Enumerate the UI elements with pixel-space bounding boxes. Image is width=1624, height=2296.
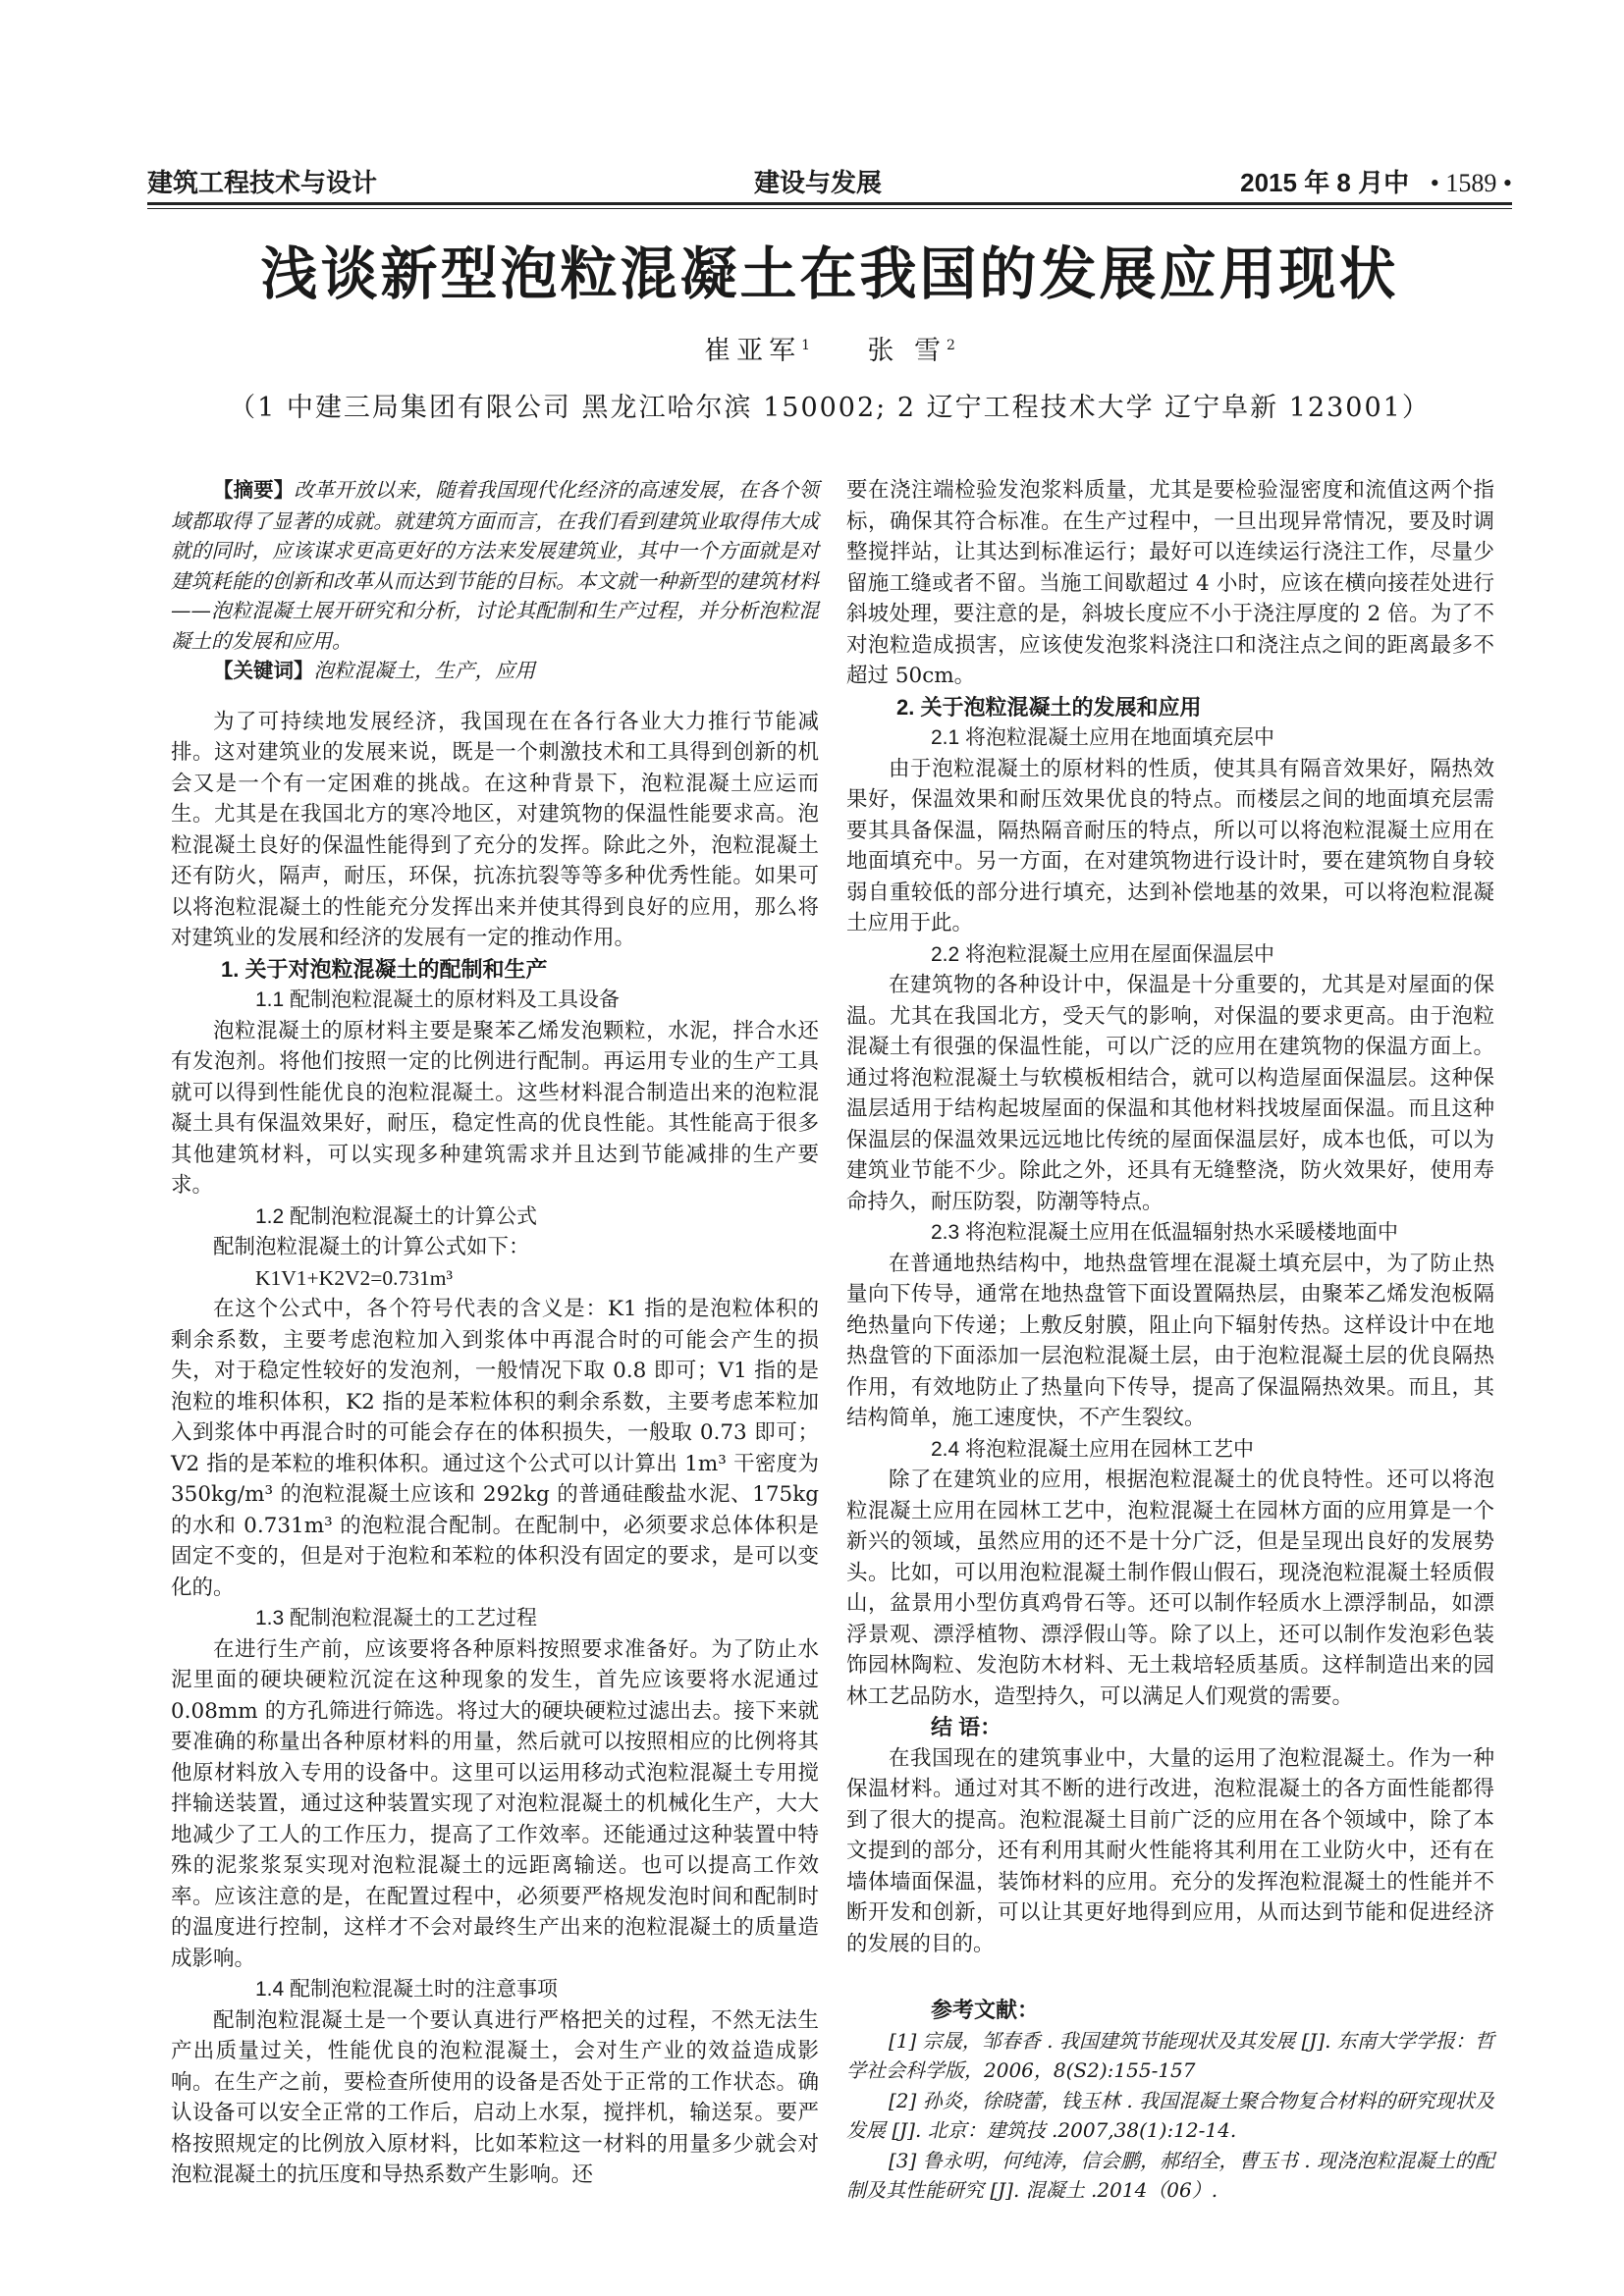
spacer bbox=[846, 1959, 1494, 1995]
section-1-2-text: 在这个公式中，各个符号代表的含义是：K1 指的是泡粒体积的剩余系数，主要考虑泡粒加入到浆体中再混合时的可能会产生的损失，对于稳定性较好的发泡剂，一般情况下取 0.8 即可；V1 指的是泡粒的堆积体积，K2 指的是苯粒体积的剩余系数，主要考虑苯粒加入到浆体中再混合时的可能会存在的体积损失，一般取 0.73 即可；V2 指的是苯粒的堆积体积。通过这个公式可以计算出 1m³ 干密度为 350kg/m³ 的泡粒混凝土应该和 292kg 的普通硅酸盐水泥、175kg 的水和 0.731m³ 的泡粒混合配制。在配制中，必须要求总体体积是固定不变的，但是对于泡粒和苯粒的体积没有固定的要求，是可以变化的。 bbox=[171, 1297, 819, 1600]
section-1-1-text: 泡粒混凝土的原材料主要是聚苯乙烯发泡颗粒，水泥，拌合水还有发泡剂。将他们按照一定的比例进行配制。再运用专业的生产工具就可以得到性能优良的泡粒混凝土。这些材料混合制造出来的泡粒混凝土具有保温效果好，耐压，稳定性高的优良性能。其性能高于很多其他建筑材料，可以实现多种建筑需求并且达到节能减排的生产要求。 bbox=[171, 1018, 819, 1198]
section-1-4-heading: 1.4 配制泡粒混凝土时的注意事项 bbox=[255, 1978, 559, 2001]
formula: K1V1+K2V2=0.731m³ bbox=[255, 1265, 453, 1290]
section-1-4-text: 配制泡粒混凝土是一个要认真进行严格把关的过程，不然无法生产出质量过关，性能优良的泡粒混凝土，会对生产业的效益造成影响。在生产之前，要检查所使用的设备是否处于正常的工作状态。确认设备可以安全正常的工作后，启动上水泵，搅拌机，输送泵。要严格按照规定的比例放入原材料，比如苯粒这一材料的用量多少就会对泡粒混凝土的抗压度和导热系数产生影响。还 bbox=[171, 2007, 819, 2187]
reference-2: [2] 孙炎，徐晓蕾，钱玉林 . 我国混凝土聚合物复合材料的研究现状及发展 [J]. 北京：建筑技 .2007,38(1):12-14. bbox=[846, 2088, 1494, 2142]
abstract-label: 【摘要】 bbox=[213, 479, 295, 502]
abstract bbox=[171, 475, 819, 656]
reference-3: [3] 鲁永明，何纯涛，信会鹏，郝绍全，曹玉书 . 现浇泡粒混凝土的配制及其性能研究 [J]. 混凝土 .2014（06）. bbox=[846, 2148, 1494, 2202]
issue-date: 2015 年 8 月中 bbox=[1240, 168, 1410, 197]
author-2-affil: 2 bbox=[946, 338, 955, 353]
section-1-2-intro: 配制泡粒混凝土的计算公式如下： bbox=[213, 1235, 530, 1259]
section-2-3-heading: 2.3 将泡粒混凝土应用在低温辐射热水采暖楼地面中 bbox=[931, 1221, 1399, 1244]
article-title: 浅谈新型泡粒混凝土在我国的发展应用现状 bbox=[260, 240, 1399, 307]
author-1: 崔亚军 bbox=[704, 336, 802, 366]
section-1-3-text: 在进行生产前，应该要将各种原料按照要求准备好。为了防止水泥里面的硬块硬粒沉淀在这种现象的发生，首先应该要将水泥通过 0.08mm 的方孔筛进行筛选。将过大的硬块硬粒过滤出去。接下来就要准确的称量出各种原材料的用量，然后就可以按照相应的比例将其他原材料放入专用的设备中。这里可以运用移动式泡粒混凝土专用搅拌输送装置，通过这种装置实现了对泡粒混凝土的机械化生产，大大地减少了工人的工作压力，提高了工作效率。还能通过这种装置中特殊的泥浆浆泵实现对泡粒混凝土的远距离输送。也可以提高工作效率。应该注意的是，在配置过程中，必须要严格规发泡时间和配制时的温度进行控制，这样才不会对最终生产出来的泡粒混凝土的质量造成影响。 bbox=[171, 1636, 819, 1971]
header-rule-bottom bbox=[147, 208, 1512, 209]
journal-name: 建筑工程技术与设计 bbox=[147, 168, 378, 197]
section-1-2-heading: 1.2 配制泡粒混凝土的计算公式 bbox=[255, 1204, 538, 1228]
section-2-1-text: 由于泡粒混凝土的原材料的性质，使其具有隔音效果好，隔热效果好，保温效果和耐压效果优良的特点。而楼层之间的地面填充层需要其具备保温，隔热隔音耐压的特点，所以可以将泡粒混凝土应用在地面填充中。另一方面，在对建筑物进行设计时，要在建筑物自身较弱自重较低的部分进行填充，达到补偿地基的效果，可以将泡粒混凝土应用于此。 bbox=[846, 756, 1494, 935]
conclusion-heading: 结 语： bbox=[931, 1715, 1002, 1739]
section-2-2-text: 在建筑物的各种设计中，保温是十分重要的，尤其是对屋面的保温。尤其在我国北方，受天气的影响，对保温的要求更高。由于泡粒混凝土有很强的保温性能，可以广泛的应用在建筑物的保温方面上。通过将泡粒混凝土与软模板相结合，就可以构造屋面保温层。这种保温层适用于结构起坡屋面的保温和其他材料找坡屋面保温。而且这种保温层的保温效果远远地比传统的屋面保温层好，成本也低，可以为建筑业节能不少。除此之外，还具有无缝整浇，防火效果好，使用寿命持久，耐压防裂，防潮等特点。 bbox=[846, 973, 1494, 1214]
intro-paragraph: 为了可持续地发展经济，我国现在在各行各业大力推行节能减排。这对建筑业的发展来说，既是一个刺激技术和工具得到创新的机会又是一个有一定困难的挑战。在这种背景下，泡粒混凝土应运而生。尤其是在我国北方的寒冷地区，对建筑物的保温性能要求高。泡粒混凝土良好的保温性能得到了充分的发挥。除此之外，泡粒混凝土还有防火，隔声，耐压，环保，抗冻抗裂等等多种优秀性能。如果可以将泡粒混凝土的性能充分发挥出来并使其得到良好的应用，那么将对建筑业的发展和经济的发展有一定的推动作用。 bbox=[171, 709, 819, 950]
reference-1: [1] 宗晟，邹春香 . 我国建筑节能现状及其发展 [J]. 东南大学学报：哲学社会科学版，2006，8(S2):155-157 bbox=[846, 2028, 1494, 2082]
section-2-heading: 2. 关于泡粒混凝土的发展和应用 bbox=[896, 694, 1202, 720]
section-2-4-text: 除了在建筑业的应用，根据泡粒混凝土的优良特性。还可以将泡粒混凝土应用在园林工艺中，泡粒混凝土在园林方面的应用算是一个新兴的领域，虽然应用的还不是十分广泛，但是呈现出良好的发展势头。比如，可以用泡粒混凝土制作假山假石，现浇泡粒混凝土轻质假山，盆景用小型仿真鸡骨石等。还可以制作轻质水上漂浮制品，如漂浮景观、漂浮植物、漂浮假山等。除了以上，还可以制作发泡彩色装饰园林陶粒、发泡防木材料、无土栽培轻质基质。这样制造出来的园林工艺品防水，造型持久，可以满足人们观赏的需要。 bbox=[846, 1468, 1494, 1709]
affiliation: （1 中建三局集团有限公司 黑龙江哈尔滨 150002; 2 辽宁工程技术大学 辽宁阜新 123001） bbox=[229, 393, 1431, 423]
keywords-label: 【关键词】 bbox=[213, 660, 314, 682]
conclusion-text: 在我国现在的建筑事业中，大量的运用了泡粒混凝土。作为一种保温材料。通过对其不断的进行改进，泡粒混凝土的各方面性能都得到了很大的提高。泡粒混凝土目前广泛的应用在各个领域中，除了本文提到的部分，还有利用其耐火性能将其利用在工业防火中，还有在墙体墙面保温，装饰材料的应用。充分的发挥泡粒混凝土的性能并不断开发和创新，可以让其更好地得到应用，从而达到节能和促进经济的发展的目的。 bbox=[846, 1745, 1494, 1956]
section-2-4-heading: 2.4 将泡粒混凝土应用在园林工艺中 bbox=[931, 1437, 1255, 1461]
keywords bbox=[171, 656, 819, 687]
abstract-text: 改革开放以来，随着我国现代化经济的高速发展，在各个领域都取得了显著的成就。就建筑方面而言，在我们看到建筑业取得伟大成就的同时，应该谋求更高更好的方法来发展建筑业，其中一个方面就是对建筑耗能的创新和改革从而达到节能的目标。本文就一种新型的建筑材料——泡粒混凝土展开研究和分析，讨论其配制和生产过程，并分析泡粒混凝土的发展和应用。 bbox=[171, 478, 820, 653]
keywords-text: 泡粒混凝土，生产，应用 bbox=[313, 659, 535, 682]
page-number: • 1589 • bbox=[1430, 169, 1512, 197]
section-2-2-heading: 2.2 将泡粒混凝土应用在屋面保温层中 bbox=[931, 942, 1275, 966]
author-1-affil: 1 bbox=[801, 338, 811, 353]
section-name: 建设与发展 bbox=[754, 168, 883, 197]
section-1-4-continued: 要在浇注端检验发泡浆料质量，尤其是要检验湿密度和流值这两个指标，确保其符合标准。在生产过程中，一旦出现异常情况，要及时调整搅拌站，让其达到标准运行；最好可以连续运行浇注工作，尽量少留施工缝或者不留。当施工间歇超过 4 小时，应该在横向接茬处进行斜坡处理，要注意的是，斜坡长度应不小于浇注厚度的 2 倍。为了不对泡粒造成损害，应该使发泡浆料浇注口和浇注点之间的距离最多不超过 50cm。 bbox=[846, 478, 1494, 688]
spacer bbox=[171, 687, 819, 707]
left-column bbox=[171, 475, 819, 2191]
running-head bbox=[147, 157, 1512, 204]
section-1-1-heading: 1.1 配制泡粒混凝土的原材料及工具设备 bbox=[255, 988, 621, 1011]
section-2-1-heading: 2.1 将泡粒混凝土应用在地面填充层中 bbox=[931, 726, 1275, 749]
section-1-3-heading: 1.3 配制泡粒混凝土的工艺过程 bbox=[255, 1607, 538, 1629]
header-rule-top bbox=[147, 202, 1512, 205]
author-2: 张 雪 bbox=[867, 336, 947, 366]
references-heading: 参考文献： bbox=[931, 1998, 1040, 2022]
author-line bbox=[147, 329, 1512, 367]
section-1-heading: 1. 关于对泡粒混凝土的配制和生产 bbox=[221, 956, 548, 982]
issue-and-page bbox=[1240, 163, 1512, 199]
right-column bbox=[846, 475, 1494, 2206]
section-2-3-text: 在普通地热结构中，地热盘管埋在混凝土填充层中，为了防止热量向下传导，通常在地热盘管下面设置隔热层，由聚苯乙烯发泡板隔绝热量向下传递；上敷反射膜，阻止向下辐射传热。这样设计中在地热盘管的下面添加一层泡粒混凝土层，由于泡粒混凝土层的优良隔热作用，有效地防止了热量向下传导，提高了保温隔热效果。而且，其结构简单，施工速度快，不产生裂纹。 bbox=[846, 1251, 1494, 1430]
